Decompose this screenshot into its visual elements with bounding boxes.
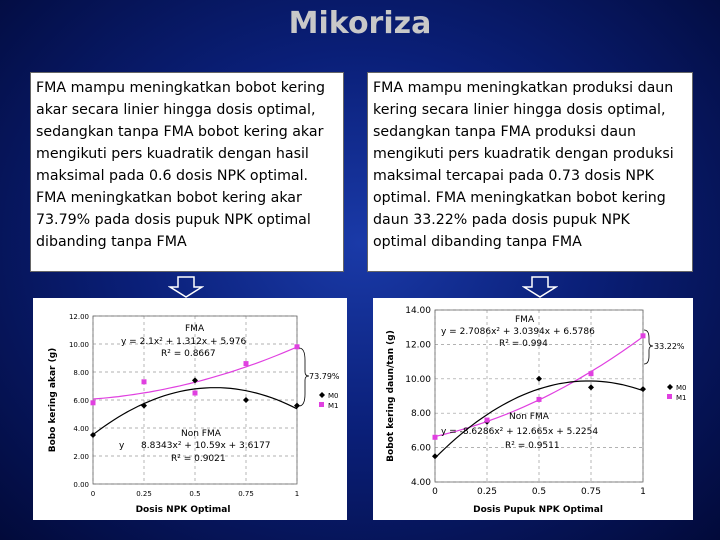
increase-label: 33.22%: [654, 342, 685, 351]
data-point-m1: [295, 344, 300, 349]
data-point-m1: [433, 435, 438, 440]
nonfma-label: Non FMA: [181, 429, 221, 439]
legend-marker-m1: [319, 402, 324, 407]
x-tick-label: 1: [294, 490, 300, 498]
x-tick-label: 0.5: [531, 487, 547, 497]
leaf-weight-chart: [373, 298, 693, 520]
legend-marker-m0: [319, 392, 325, 398]
legend: [319, 392, 339, 410]
fma-equation: y = 2.7086x² + 3.0394x + 6.5786: [441, 327, 595, 337]
fma-r2: R² = 0.8667: [161, 349, 216, 359]
fma-label: FMA: [515, 315, 535, 325]
x-tick-label: 0.75: [238, 490, 254, 498]
y-axis-label: Bobo kering akar (g): [48, 347, 58, 453]
legend-marker-m1: [667, 394, 672, 399]
y-tick-label: 8.00: [73, 369, 89, 377]
data-point-m1: [244, 361, 249, 366]
data-point-m1: [142, 379, 147, 384]
root-weight-chart: [33, 298, 347, 520]
down-arrow-icon: [522, 276, 558, 298]
y-tick-label: 4.00: [73, 425, 89, 433]
fma-label: FMA: [185, 324, 205, 334]
x-tick-label: 1: [640, 487, 646, 497]
data-point-m0: [432, 453, 438, 459]
legend-m1: M1: [676, 394, 687, 402]
nonfma-eq-prefix: y: [119, 441, 125, 451]
data-point-m1: [485, 418, 490, 423]
y-tick-label: 8.00: [410, 409, 431, 420]
data-point-m0: [141, 403, 147, 409]
x-tick-label: 0.5: [189, 490, 201, 498]
x-tick-label: 0.25: [136, 490, 152, 498]
legend-marker-m0: [667, 384, 673, 390]
legend: [667, 384, 687, 402]
nonfma-r2: R² = 0.9511: [505, 441, 560, 451]
x-tick-label: 0.25: [476, 487, 498, 497]
slide-title: Mikoriza: [288, 6, 432, 41]
y-tick-label: 12.00: [405, 340, 431, 351]
y-tick-label: 4.00: [410, 478, 431, 488]
data-point-m1: [91, 400, 96, 405]
fma-equation: y = 2.1x² + 1.312x + 5.976: [121, 337, 247, 347]
data-point-m0: [588, 384, 594, 390]
x-tick-label: 0: [432, 487, 438, 497]
nonfma-equation: y = -8.6286x² + 12.665x + 5.2254: [441, 427, 599, 437]
y-tick-label: 2.00: [73, 453, 89, 461]
nonfma-r2: R² = 0.9021: [171, 454, 226, 464]
y-tick-label: 14.00: [405, 306, 431, 316]
data-point-m1: [193, 391, 198, 396]
data-point-m0: [243, 397, 249, 403]
x-axis-label: Dosis Pupuk NPK Optimal: [473, 505, 603, 515]
legend-m0: M0: [676, 384, 687, 392]
y-tick-label: 0.00: [73, 481, 89, 489]
y-tick-label: 10.00: [405, 374, 431, 385]
x-tick-label: 0.75: [580, 487, 602, 497]
legend-m1: M1: [328, 402, 339, 410]
increase-label: 73.79%: [309, 372, 340, 381]
data-point-m1: [589, 371, 594, 376]
y-tick-label: 6.00: [410, 443, 431, 454]
data-point-m1: [537, 397, 542, 402]
x-axis-label: Dosis NPK Optimal: [135, 505, 231, 515]
nonfma-label: Non FMA: [509, 412, 549, 422]
fma-r2: R² = 0.994: [499, 339, 548, 349]
y-tick-label: 6.00: [73, 397, 89, 405]
legend-m0: M0: [328, 392, 339, 400]
y-tick-label: 10.00: [68, 341, 89, 349]
y-tick-label: 12.00: [68, 313, 89, 321]
nonfma-equation: 8.8343x² + 10.59x + 3.6177: [141, 441, 271, 451]
data-point-m0: [536, 376, 542, 382]
right-description: FMA mampu meningkatkan produksi daun kering secara linier hingga dosis optimal, sedangkan tanpa FMA produksi daun mengikuti pers kuadratik dengan produksi maksimal tercapai pada 0.73 dosis NPK optimal. FMA meningkatkan bobot kering daun 33.22% pada dosis pupuk NPK optimal dibanding tanpa FMA: [367, 72, 693, 272]
x-tick-label: 0: [90, 490, 96, 498]
y-axis-label: Bobot kering daun/tan (g): [386, 330, 396, 462]
down-arrow-icon: [168, 276, 204, 298]
left-description: FMA mampu meningkatkan bobot kering akar secara linier hingga dosis optimal, sedangkan tanpa FMA bobot kering akar mengikuti pers kuadratik dengan hasil maksimal pada 0.6 dosis NPK optimal. FMA meningkatkan bobot kering akar 73.79% pada dosis pupuk NPK optimal dibanding tanpa FMA: [30, 72, 344, 272]
data-point-m1: [641, 333, 646, 338]
data-point-m0: [640, 386, 646, 392]
